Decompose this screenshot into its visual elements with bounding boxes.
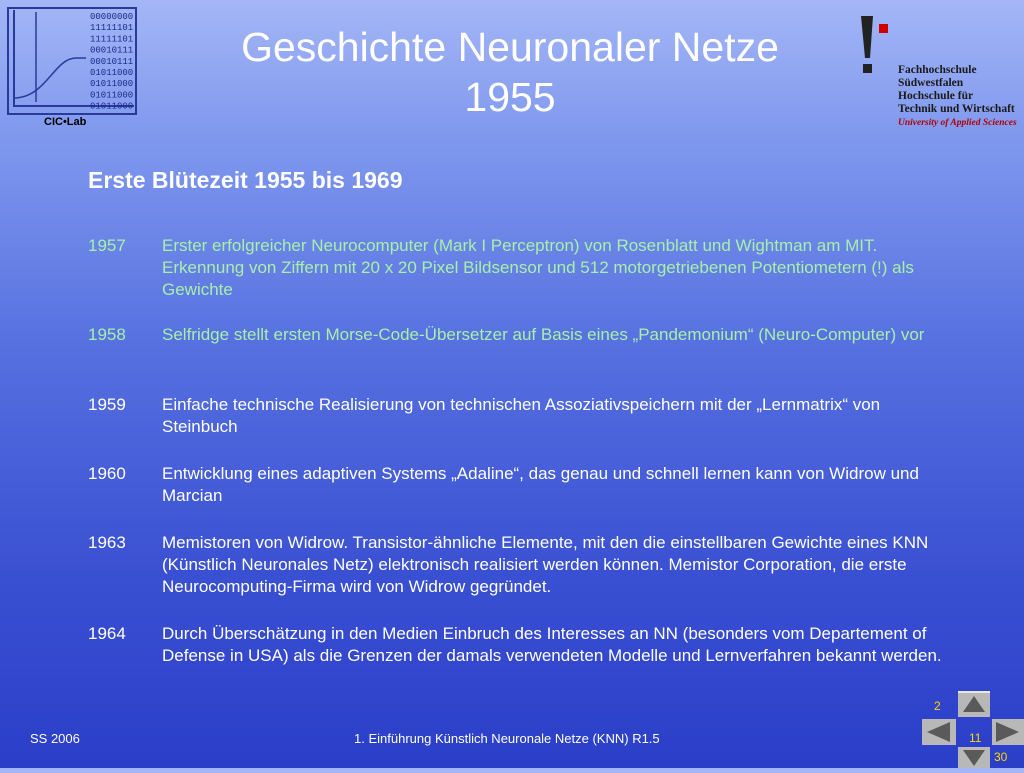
entry-text: Selfridge stellt ersten Morse-Code-Übersetzer auf Basis eines „Pandemonium“ (Neuro-Computer) vor xyxy=(162,325,925,344)
footer-semester: SS 2006 xyxy=(30,731,80,746)
binary-row: 01011000 xyxy=(90,68,134,78)
nav-previous-button[interactable] xyxy=(922,719,956,745)
cic-lab-label: CIC•Lab xyxy=(44,116,87,128)
entry-year: 1957 xyxy=(88,236,126,255)
entry-year: 1963 xyxy=(88,533,126,552)
entry-year: 1959 xyxy=(88,395,126,414)
entry-text: Erster erfolgreicher Neurocomputer (Mark I Perceptron) von Rosenblatt und Wightman am MIT. Erkennung von Ziffern mit 20 x 20 Pixel Bildsensor und 512 motorgetriebenen Potentiometern (!) als Gewichte xyxy=(162,236,914,299)
fh-line-5: University of Applied Sciences xyxy=(898,118,1017,128)
binary-row: 00010111 xyxy=(90,56,134,67)
binary-row: 00000000 xyxy=(90,12,134,22)
entry-text: Durch Überschätzung in den Medien Einbruch des Interesses an NN (besonders vom Departement of Defense in USA) als die Grenzen der damals verwendeten Modelle und Lernverfahren bekannt werden. xyxy=(162,624,942,665)
page-title xyxy=(160,22,860,122)
fh-line-3: Hochschule für xyxy=(898,90,974,102)
nav-up-button[interactable] xyxy=(958,691,990,717)
binary-row: 01011000 xyxy=(90,101,134,112)
section-heading: Erste Blütezeit 1955 bis 1969 xyxy=(88,167,403,193)
triangle-right-icon xyxy=(992,719,1024,745)
title-line-2: 1955 xyxy=(464,74,556,120)
triangle-down-icon xyxy=(958,747,990,768)
list-item xyxy=(88,235,948,301)
footer-course-title: 1. Einführung Künstlich Neuronale Netze (KNN) R1.5 xyxy=(354,731,660,746)
binary-row: 01011000 xyxy=(90,90,134,101)
up-page-number: 2 xyxy=(934,699,941,713)
fh-line-4: Technik und Wirtschaft xyxy=(898,103,1015,115)
current-page-number: 11 xyxy=(969,731,982,745)
list-item xyxy=(88,532,948,598)
entry-text: Entwicklung eines adaptiven Systems „Adaline“, das genau und schnell lernen kann von Widrow und Marcian xyxy=(162,464,919,505)
list-item xyxy=(88,463,948,507)
next-page-number: 30 xyxy=(994,750,1008,764)
entry-year: 1958 xyxy=(88,325,126,344)
nav-next-button[interactable] xyxy=(992,719,1024,745)
list-item xyxy=(88,394,948,438)
list-item xyxy=(88,324,948,346)
cic-lab-logo xyxy=(6,6,138,132)
binary-row: 11111101 xyxy=(90,34,134,45)
triangle-left-icon xyxy=(922,719,956,745)
title-line-1: Geschichte Neuronaler Netze xyxy=(241,24,779,70)
entry-year: 1964 xyxy=(88,624,126,643)
nav-down-button[interactable] xyxy=(958,747,990,768)
fh-line-1: Fachhochschule xyxy=(898,64,977,76)
entry-text: Einfache technische Realisierung von technischen Assoziativspeichern mit der „Lernmatrix“ von Steinbuch xyxy=(162,395,881,436)
binary-row: 01011000 xyxy=(90,79,134,90)
triangle-up-icon xyxy=(958,691,990,717)
list-item xyxy=(88,623,948,667)
entry-year: 1960 xyxy=(88,464,126,483)
fh-line-2: Südwestfalen xyxy=(898,77,964,89)
binary-row: 11111101 xyxy=(90,23,134,34)
binary-row: 00010111 xyxy=(90,45,134,56)
entry-text: Memistoren von Widrow. Transistor-ähnliche Elemente, mit den die einstellbaren Gewichte eines KNN (Künstlich Neuronales Netz) elektronisch realisiert werden können. Memistor Corporation, die erste Neurocomputing-Firma wird von Widrow gegründet. xyxy=(162,533,929,596)
exclamation-icon xyxy=(861,16,873,58)
